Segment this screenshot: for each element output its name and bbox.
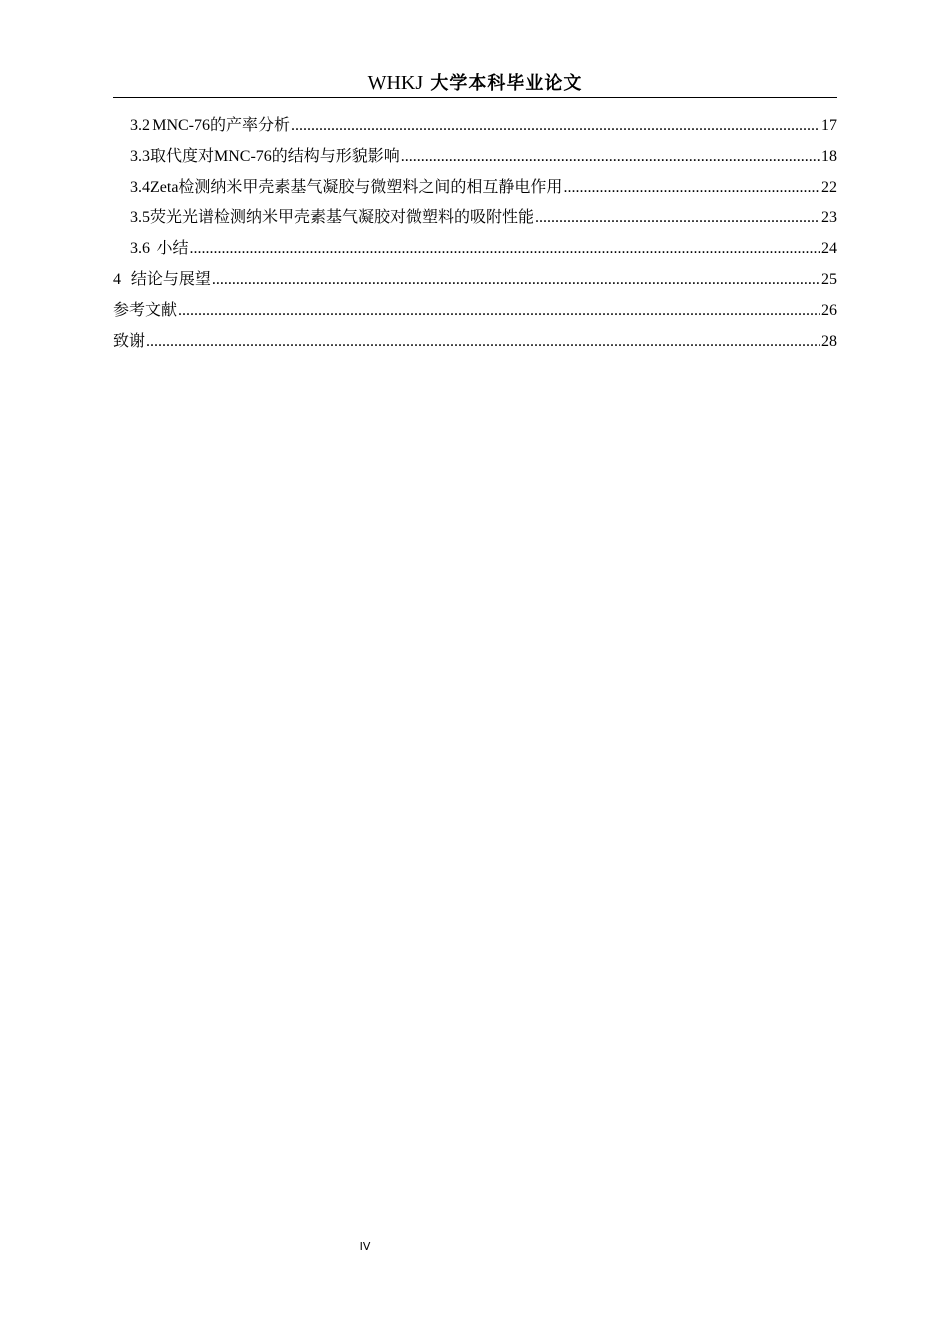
table-of-contents xyxy=(113,111,837,357)
header-chinese: 大学本科毕业论文 xyxy=(430,73,583,94)
toc-dot-leader xyxy=(212,265,820,296)
toc-dot-leader xyxy=(401,142,820,173)
toc-dot-leader xyxy=(178,296,820,327)
toc-dot-leader xyxy=(291,111,820,142)
toc-entry-number: 3.2 xyxy=(130,117,150,134)
toc-entry-title: 取代度对MNC-76的结构与形貌影响 xyxy=(150,147,400,165)
toc-dot-leader xyxy=(189,234,820,265)
toc-entry-number: 4 xyxy=(113,270,121,288)
toc-entry-page: 22 xyxy=(821,178,837,196)
toc-entry-page: 28 xyxy=(821,332,837,350)
toc-entry-page: 25 xyxy=(821,270,837,288)
toc-entry-number: 3.6 xyxy=(130,240,150,258)
toc-entry-page: 26 xyxy=(821,301,837,319)
toc-entry-title: 参考文献 xyxy=(113,301,178,319)
toc-entry-number: 3.3 xyxy=(130,147,150,165)
toc-entry-title: 结论与展望 xyxy=(130,270,211,288)
toc-entry-title: 荧光光谱检测纳米甲壳素基气凝胶对微塑料的吸附性能 xyxy=(150,209,535,227)
header-latin: WHKJ xyxy=(367,72,424,94)
toc-entry-page: 23 xyxy=(821,209,837,227)
toc-entry-number: 3.4 xyxy=(130,178,150,196)
toc-dot-leader xyxy=(563,173,820,204)
toc-entry-3-3[interactable] xyxy=(113,142,837,173)
toc-entry-title: 小结 xyxy=(156,240,189,258)
toc-entry-title: Zeta检测纳米甲壳素基气凝胶与微塑料之间的相互静电作用 xyxy=(150,178,563,196)
toc-entry-number: 3.5 xyxy=(130,209,150,227)
toc-entry-page: 17 xyxy=(821,117,837,134)
toc-entry-3-6[interactable] xyxy=(113,234,837,265)
page-header xyxy=(113,70,837,98)
toc-dot-leader xyxy=(146,327,820,358)
toc-entry-title: 致谢 xyxy=(113,332,146,350)
toc-dot-leader xyxy=(535,203,820,234)
toc-entry-3-2[interactable] xyxy=(113,111,837,142)
toc-entry-page: 18 xyxy=(821,147,837,165)
toc-entry-3-5[interactable] xyxy=(113,203,837,234)
toc-entry-references[interactable] xyxy=(113,296,837,327)
toc-entry-3-4[interactable] xyxy=(113,173,837,204)
toc-entry-page: 24 xyxy=(821,240,837,258)
toc-entry-title: MNC-76的产率分析 xyxy=(152,117,291,134)
toc-entry-acknowledgements[interactable] xyxy=(113,327,837,358)
page-number: IV xyxy=(359,1240,371,1253)
header-title xyxy=(368,73,583,94)
toc-entry-4[interactable] xyxy=(113,265,837,296)
